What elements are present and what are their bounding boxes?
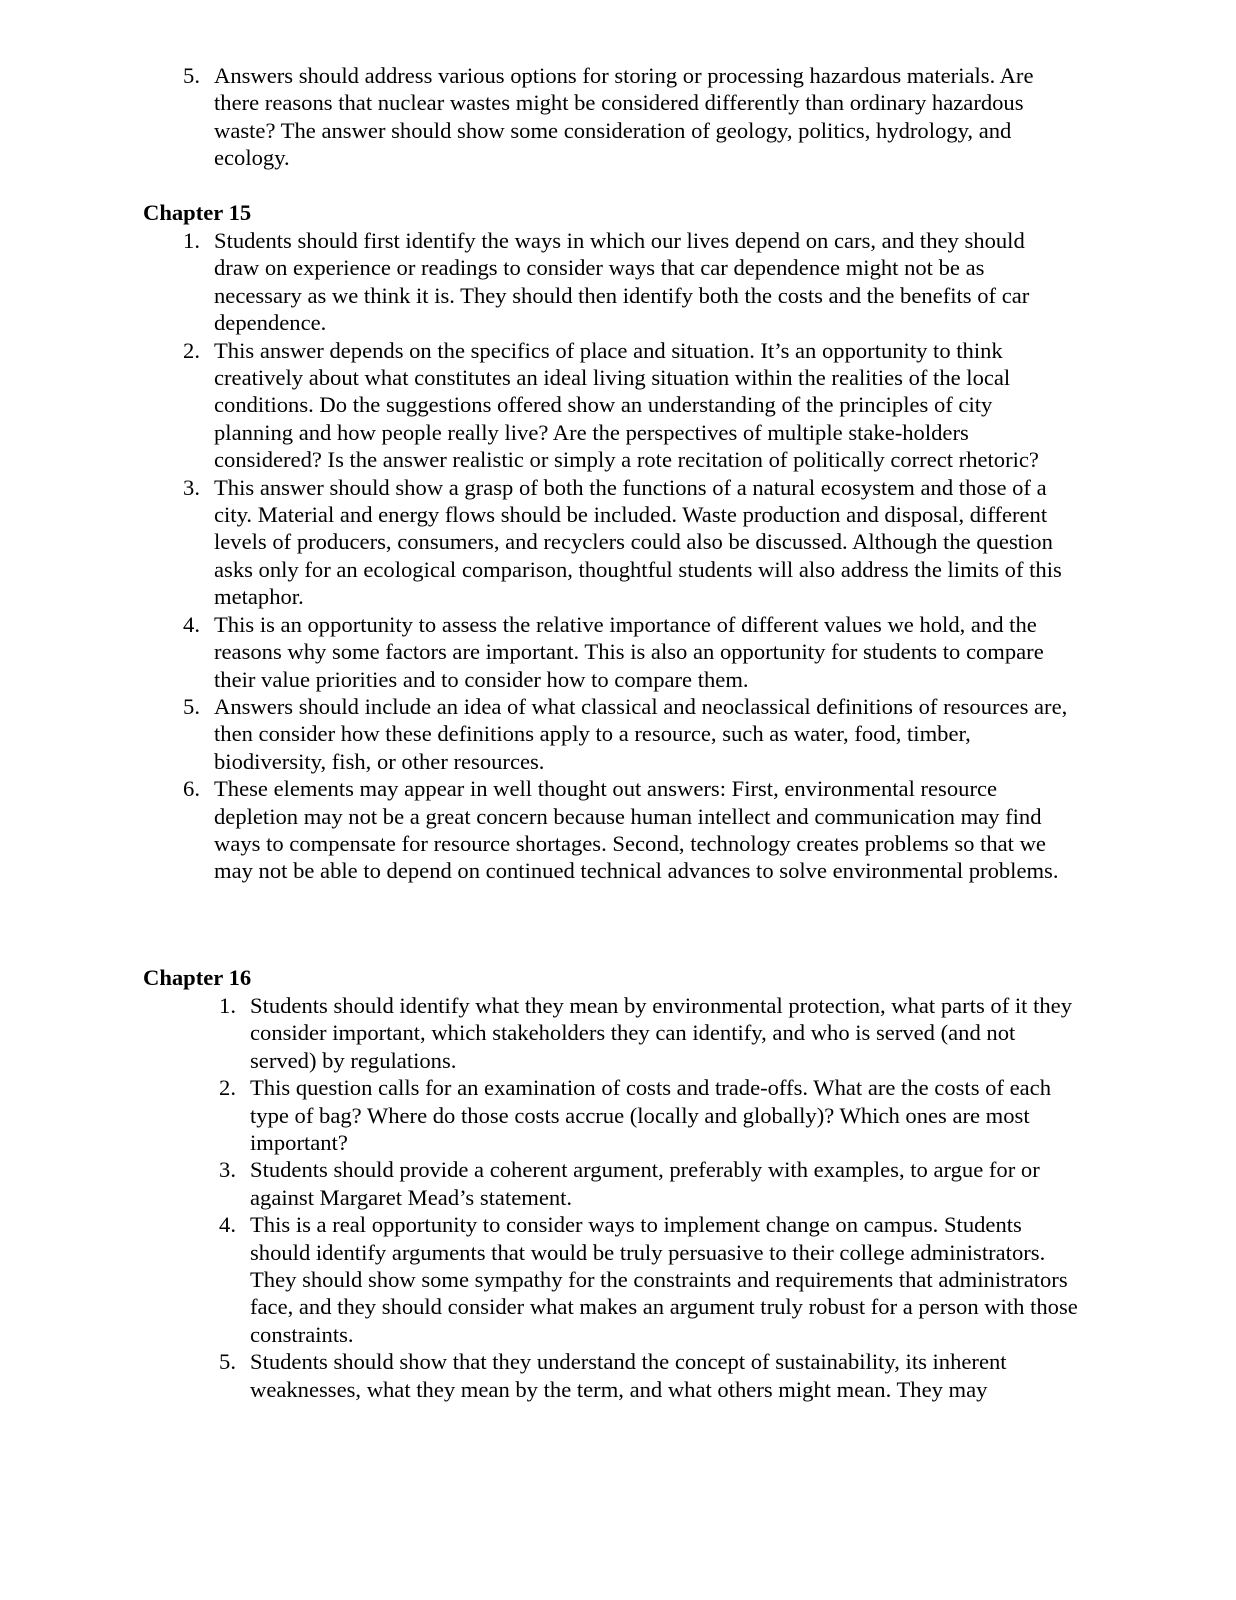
item-text: Students should provide a coherent argument, preferably with examples, to argue for or against Margaret Mead’s statement. (250, 1157, 1040, 1210)
item-text: Students should first identify the ways in which our lives depend on cars, and they should draw on experience or readings to consider ways that car dependence might not be as necessary as we think it is. They should then identify both the costs and the benefits of car dependence. (214, 228, 1030, 336)
item-text: This is an opportunity to assess the relative importance of different values we hold, and the reasons why some factors are important. This is also an opportunity for students to compare their value priorities and to consider how to compare them. (214, 611, 1044, 692)
item-number: 4. (219, 1212, 236, 1238)
list-item (183, 62, 1064, 172)
item-text: Students should identify what they mean by environmental protection, what parts of it they consider important, which stakeholders they can identify, and who is served (and not served) by regulations. (250, 993, 1072, 1073)
item-text: This answer depends on the specifics of place and situation. It’s an opportunity to think creatively about what constitutes an ideal living situation within the realities of the local conditions. Do the suggestions offered show an understanding of the principles of city planning and how people really live? Are the perspectives of multiple stake-holders considered? Is the answer realistic or simply a rote recitation of politically correct rhetoric? (214, 337, 1039, 473)
list-item (183, 611, 1074, 693)
item-number: 1. (219, 993, 236, 1018)
list-item (183, 337, 1074, 474)
item-text: These elements may appear in well thought out answers: First, environmental resource depletion may not be a great concern because human intellect and communication may find ways to compensate for resource shortages. Second, technology creates problems so that we may not be able to depend on continued technical advances to solve environmental problems. (214, 776, 1059, 884)
item-text: This answer should show a grasp of both the functions of a natural ecosystem and those of a city. Material and energy flows should be included. Waste production and disposal, different levels of producers, consumers, and recyclers could also be discussed. Although the question asks only for an ecological comparison, thoughtful students will also address the limits of this metaphor. (214, 474, 1062, 610)
item-number: 5. (219, 1349, 236, 1375)
item-number: 1. (183, 228, 200, 253)
list-item (219, 1074, 1080, 1156)
chapter-15-heading: Chapter 15 (143, 200, 252, 225)
item-number: 4. (183, 611, 200, 637)
item-number: 3. (183, 474, 200, 500)
chapter-15-list (183, 227, 1074, 885)
list-item (183, 775, 1074, 885)
chapter-16-list (219, 992, 1080, 1403)
list-item (219, 1211, 1080, 1348)
chapter-16-heading: Chapter 16 (143, 965, 252, 990)
item-text: Answers should include an idea of what classical and neoclassical definitions of resources are, then consider how these definitions apply to a resource, such as water, food, timber, biodiversity, fish, or other resources. (214, 693, 1068, 774)
item-number: 2. (219, 1075, 236, 1101)
item-text: Answers should address various options for storing or processing hazardous materials. Are there reasons that nuclear wastes might be considered differently than ordinary hazardous waste? The answer should show some consideration of geology, politics, hydrology, and ecology. (214, 63, 1034, 171)
item-text: This is a real opportunity to consider ways to implement change on campus. Students should identify arguments that would be truly persuasive to their college administrators. They should show some sympathy for the constraints and requirements that administrators face, and they should consider what makes an argument truly robust for a person with those constraints. (250, 1212, 1078, 1347)
item-number: 2. (183, 337, 200, 363)
item-text: Students should show that they understand the concept of sustainability, its inherent weaknesses, what they mean by the term, and what others might mean. They may (250, 1349, 1007, 1402)
list-item (183, 693, 1074, 775)
chapter14-continuation-list (183, 62, 1064, 172)
item-text: This question calls for an examination of costs and trade-offs. What are the costs of each type of bag? Where do those costs accrue (locally and globally)? Which ones are most important? (250, 1075, 1051, 1156)
item-number: 3. (219, 1157, 236, 1183)
list-item (219, 1348, 1080, 1403)
item-number: 5. (183, 693, 200, 719)
list-item (183, 227, 1074, 337)
list-item (219, 1156, 1080, 1211)
item-number: 5. (183, 63, 200, 88)
item-number: 6. (183, 776, 200, 802)
list-item (219, 992, 1080, 1074)
list-item (183, 474, 1074, 611)
